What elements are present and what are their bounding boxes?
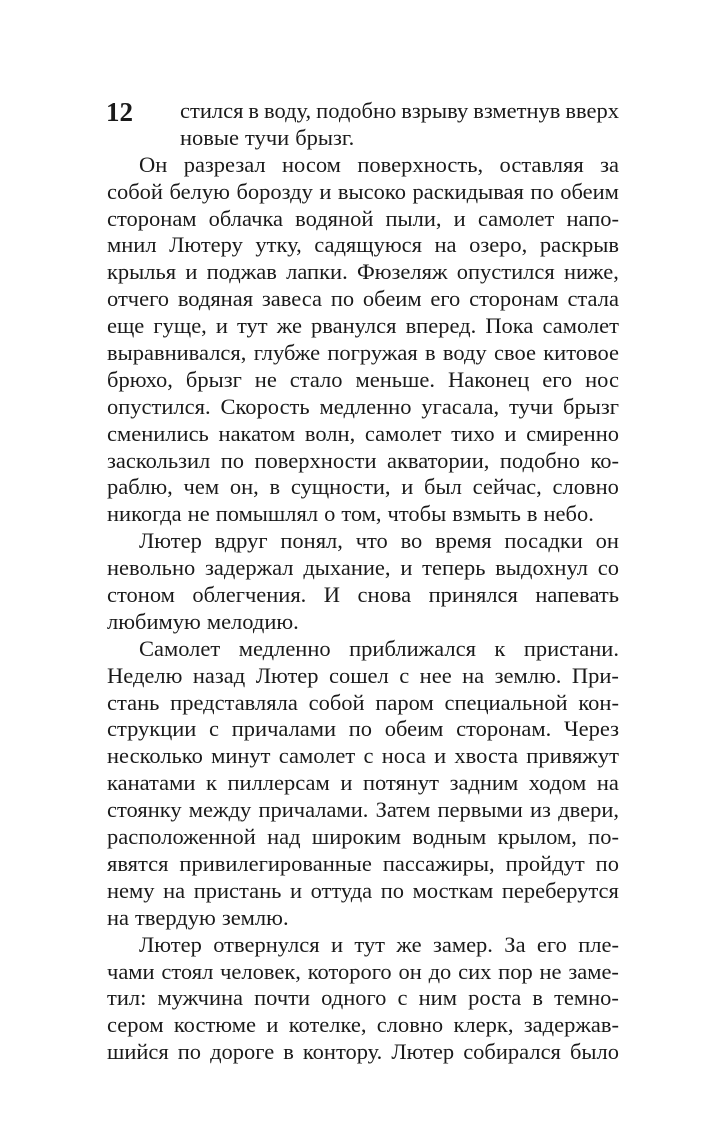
text-line: шийся по дороге в контору. Лютер собирался было [107,1039,619,1065]
text-line: новые тучи брызг. [180,124,355,150]
text-line: брюхо, брызг не стало меньше. Наконец его нос [107,366,619,392]
page-number: 12 [106,97,133,127]
text-line: заскользил по поверхности акватории, подобно ко- [107,447,619,473]
text-line: выравнивался, глубже погружая в воду свое китовое [107,340,619,366]
text-line: тил: мужчина почти одного с ним роста в темно- [107,985,619,1011]
text-line: опустился. Скорость медленно угасала, тучи брызг [107,393,619,419]
text-line: отчего водяная завеса по обеим его сторонам стала [107,286,619,312]
text-line: струкции с причалами по обеим сторонам. Через [107,716,619,742]
text-line: стань представляла собой паром специальной кон- [107,689,619,715]
text-line: явятся привилегированные пассажиры, пройдут по [107,850,619,876]
text-line: стился в воду, подобно взрыву взметнув вверх [180,98,619,123]
text-line: расположенной над широким водным крылом, по- [107,824,619,850]
text-line: сторонам облачка водяной пыли, и самолет напо- [107,205,619,231]
text-line: стоном облегчения. И снова принялся напевать [107,582,619,608]
text-line: никогда не помышлял о том, чтобы взмыть в небо. [107,501,594,527]
text-line: Лютер вдруг понял, что во время посадки он [139,528,619,554]
text-line: Лютер отвернулся и тут же замер. За его пле- [139,931,619,957]
text-line: еще гуще, и тут же рванулся вперед. Пока самолет [107,313,619,339]
text-line: мнил Лютеру утку, садящуюся на озеро, раскрыв [107,232,619,258]
text-line: невольно задержал дыхание, и теперь выдохнул со [107,555,619,581]
text-line: стоянку между причалами. Затем первыми из двери, [107,797,619,823]
text-line: канатами к пиллерсам и потянут задним ходом на [107,770,619,796]
text-line: нему на пристань и оттуда по мосткам переберутся [107,877,619,903]
text-line: сменились накатом волн, самолет тихо и смиренно [107,420,619,446]
text-line: на твердую землю. [107,904,289,930]
text-line: чами стоял человек, которого он до сих пор не заме- [107,958,619,984]
text-line: любимую мелодию. [107,608,299,634]
text-line: несколько минут самолет с носа и хвоста привяжут [107,743,619,769]
text-line: собой белую борозду и высоко раскидывая по обеим [107,178,619,204]
text-line: раблю, чем он, в сущности, и был сейчас, словно [107,474,619,500]
text-line: крылья и поджав лапки. Фюзеляж опустился ниже, [107,259,619,285]
body-text [107,98,619,1066]
text-line: Он разрезал носом поверхность, оставляя за [139,151,619,177]
text-line: Самолет медленно приближался к пристани. [139,635,619,661]
text-line: Неделю назад Лютер сошел с нее на землю. При- [107,662,619,688]
text-line: сером костюме и котелке, словно клерк, задержав- [107,1012,619,1038]
